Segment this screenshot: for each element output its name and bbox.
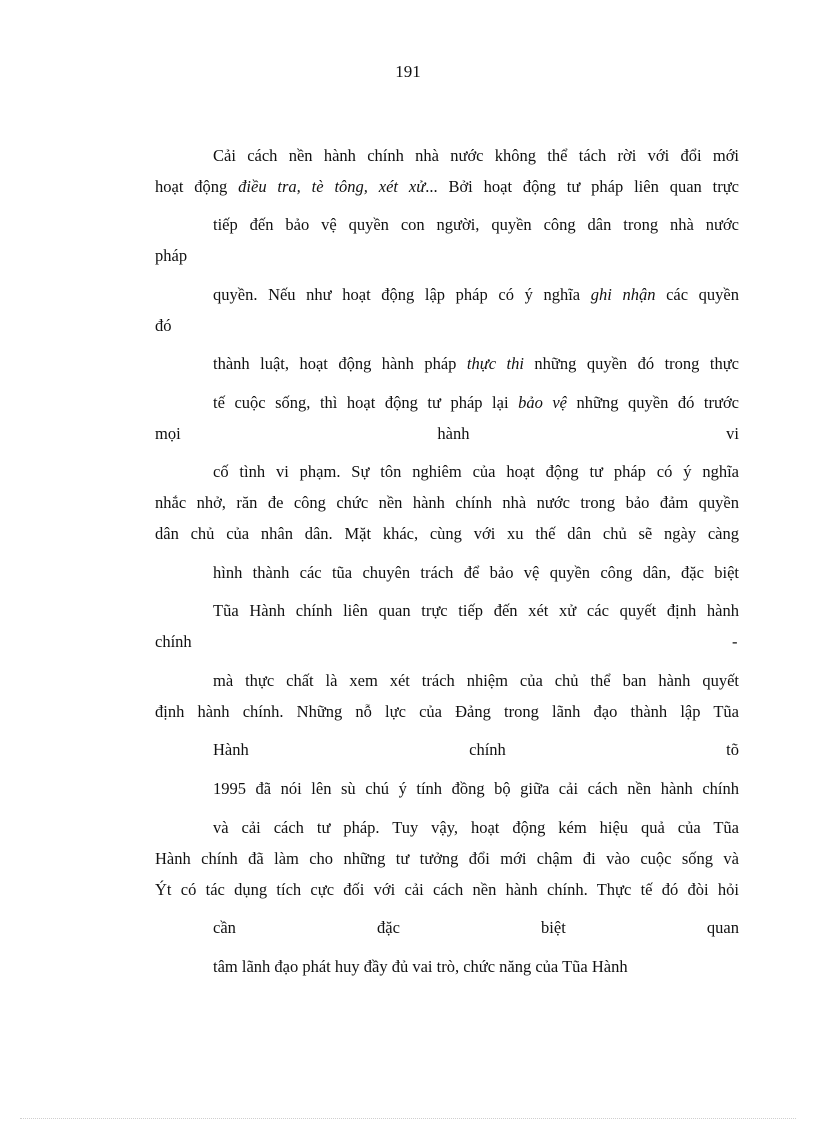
text-line: nhắc nhở, răn đe công chức nền hành chính nhà nước trong bảo đảm quyền — [155, 493, 739, 512]
text-segment: các quyền — [655, 285, 739, 304]
text-line: Tũa Hành chính liên quan trực tiếp đến xét xử các quyết định hành — [213, 601, 739, 620]
page-number: 191 — [395, 62, 421, 81]
text-line: dân chủ của nhân dân. Mặt khác, cùng với xu thế dân chủ sẽ ngày càng — [155, 524, 739, 543]
text-segment: thành luật, hoạt động hành pháp — [213, 354, 467, 373]
text-segment: những quyền đó trước — [567, 393, 739, 412]
italic-term: thực thi — [466, 354, 524, 373]
page-bottom-edge — [20, 1118, 796, 1119]
text-line: và cải cách tư pháp. Tuy vậy, hoạt động kém hiệu quả của Tũa — [213, 818, 739, 837]
text-line: mà thực chất là xem xét trách nhiệm của chủ thể ban hành quyết — [213, 671, 739, 690]
text-line: chính — [155, 632, 192, 651]
text-line: mọi hành vi — [155, 424, 739, 443]
text-line: hình thành các tũa chuyên trách để bảo vệ quyền công dân, đặc biệt — [213, 563, 739, 582]
text-line: - — [732, 632, 738, 651]
text-segment: những quyền đó trong thực — [523, 354, 739, 373]
text-line: tiếp đến bảo vệ quyền con người, quyền công dân trong nhà nước — [213, 215, 739, 234]
italic-term: bảo vệ — [518, 393, 568, 412]
text-line: Hành chính đã làm cho những tư tưởng đổi mới chậm đi vào cuộc sống và — [155, 849, 739, 868]
text-line — [213, 393, 739, 413]
text-segment: quyền. Nếu như hoạt động lập pháp có ý nghĩa — [213, 285, 591, 304]
text-line: Hành chính tõ — [213, 740, 739, 759]
text-segment: tế cuộc sống, thì hoạt động tư pháp lại — [213, 393, 519, 412]
text-line: Ýt có tác dụng tích cực đối với cải cách nền hành chính. Thực tế đó đòi hỏi — [155, 880, 739, 899]
text-line — [155, 177, 739, 197]
text-line: cần đặc biệt quan — [213, 918, 739, 937]
text-line — [213, 354, 739, 374]
text-line: Cải cách nền hành chính nhà nước không thể tách rời với đổi mới — [213, 146, 739, 165]
italic-term: điều tra, tè tông, xét xử — [238, 177, 426, 196]
text-line: định hành chính. Những nỗ lực của Đảng trong lãnh đạo thành lập Tũa — [155, 702, 739, 721]
text-segment: ... Bởi hoạt động tư pháp liên quan trực — [425, 177, 739, 196]
italic-term: ghi nhận — [590, 285, 656, 304]
text-line: pháp — [155, 246, 188, 265]
text-line: 1995 đã nói lên sù chú ý tính đồng bộ giữa cải cách nền hành chính — [213, 779, 739, 798]
text-line — [213, 285, 739, 305]
text-line: đó — [155, 316, 172, 335]
text-segment: hoạt động — [155, 177, 239, 196]
text-line: tâm lãnh đạo phát huy đầy đủ vai trò, chức năng của Tũa Hành — [213, 957, 628, 976]
text-line: cố tình vi phạm. Sự tôn nghiêm của hoạt động tư pháp có ý nghĩa — [213, 462, 739, 481]
